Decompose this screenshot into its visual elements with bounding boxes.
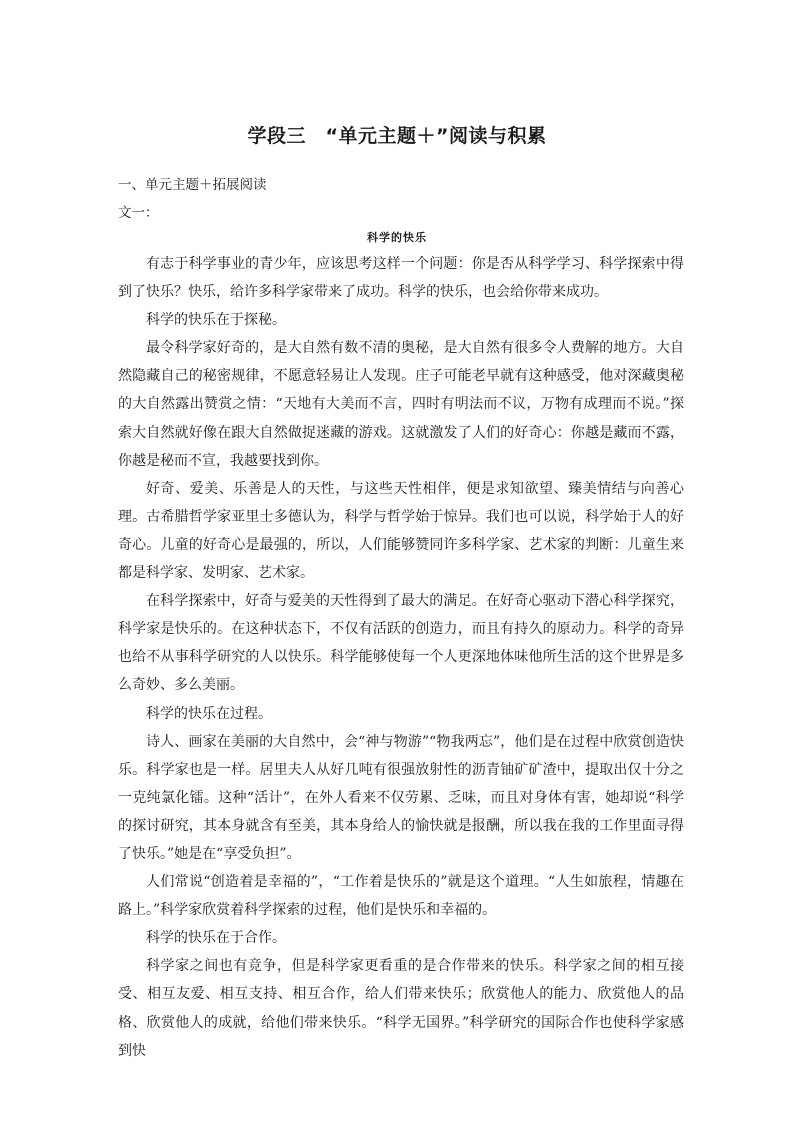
page-title: 学段三 “单元主题＋”阅读与积累	[247, 125, 547, 147]
paragraph: 人们常说“创造着是幸福的”，“工作着是快乐的”就是这个道理。“人生如旅程，情趣在路上。”科学家欣赏着科学探索的过程，他们是快乐和幸福的。	[118, 874, 684, 919]
article-title: 科学的快乐	[367, 231, 427, 244]
subheading-process: 科学的快乐在过程。	[146, 705, 272, 722]
subheading-cooperation: 科学的快乐在于合作。	[146, 930, 286, 947]
subheading-exploring-secrets: 科学的快乐在于探秘。	[146, 312, 286, 329]
paragraph: 最令科学家好奇的，是大自然有数不清的奥秘，是大自然有很多令人费解的地方。大自然隐藏自己的秘密规律，不愿意轻易让人发现。庄子可能老早就有这种感受，他对深藏奥秘的大自然露出赞赏之情：“天地有大美而不言，四时有明法而不议，万物有成理而不说。”探索大自然就好像在跟大自然做捉迷藏的游戏。这就激发了人们的好奇心：你越是藏而不露，你越是秘而不宣，我越要找到你。	[118, 340, 684, 469]
paragraph: 诗人、画家在美丽的大自然中，会“神与物游”“物我两忘”，他们是在过程中欣赏创造快乐。科学家也是一样。居里夫人从好几吨有很强放射性的沥青铀矿矿渣中，提取出仅十分之一克纯氯化镭。这种“活计”，在外人看来不仅劳累、乏味，而且对身体有害，她却说“科学的探讨研究，其本身就含有至美，其本身给人的愉快就是报酬，所以我在我的工作里面寻得了快乐。”她是在“享受负担”。	[118, 733, 684, 862]
paragraph: 有志于科学事业的青少年，应该思考这样一个问题：你是否从科学学习、科学探索中得到了快乐？快乐，给许多科学家带来了成功。科学的快乐，也会给你带来成功。	[118, 256, 684, 301]
paragraph: 好奇、爱美、乐善是人的天性，与这些天性相伴，便是求知欲望、臻美情结与向善心理。古希腊哲学家亚里士多德认为，科学与哲学始于惊异。我们也可以说，科学始于人的好奇心。儿童的好奇心是最强的，所以，人们能够赞同许多科学家、艺术家的判断：儿童生来都是科学家、发明家、艺术家。	[118, 480, 684, 582]
paragraph: 科学家之间也有竞争，但是科学家更看重的是合作带来的快乐。科学家之间的相互接受、相互友爱、相互支持、相互合作，给人们带来快乐；欣赏他人的能力、欣赏他人的品格、欣赏他人的成就，给他们带来快乐。“科学无国界。”科学研究的国际合作也使科学家感到快	[118, 958, 684, 1059]
text-label: 文一：	[118, 205, 159, 221]
paragraph: 在科学探索中，好奇与爱美的天性得到了最大的满足。在好奇心驱动下潜心科学探究，科学家是快乐的。在这种状态下，不仅有活跃的创造力，而且有持久的原动力。科学的奇异也给不从事科学研究的人以快乐。科学能够使每一个人更深地体味他所生活的这个世界是多么奇妙、多么美丽。	[118, 593, 684, 694]
section-heading: 一、单元主题＋拓展阅读	[118, 177, 267, 193]
article-body	[118, 250, 684, 1065]
